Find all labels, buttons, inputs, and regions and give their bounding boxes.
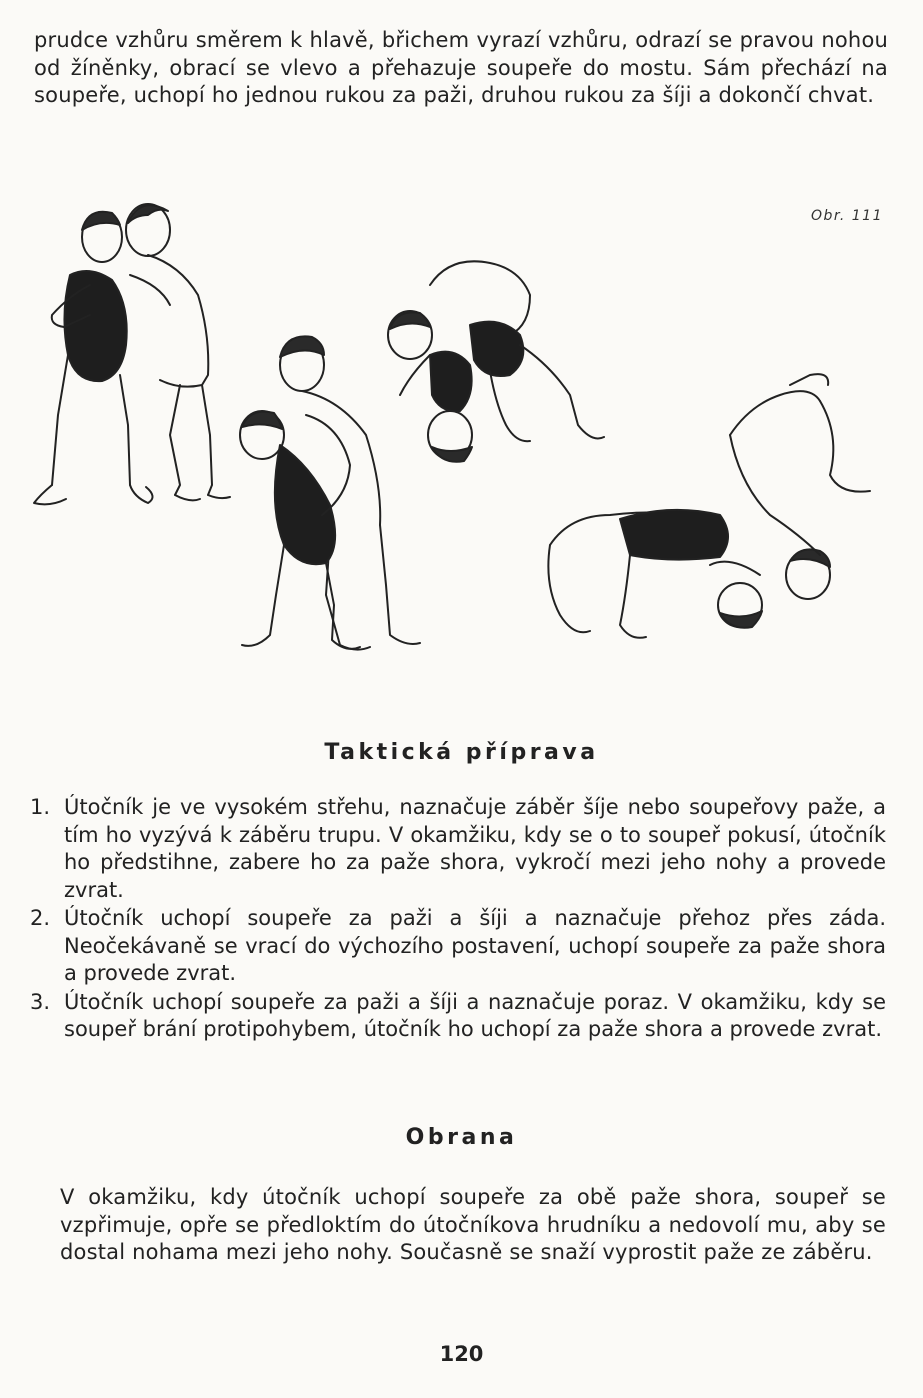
intro-paragraph: prudce vzhůru směrem k hlavě, břichem vyrazí vzhůru, odrazí se pravou nohou od žíněnky, obrací se vlevo a přehazuje soupeře do mostu. Sám přechází na soupeře, uchopí ho jednou rukou za paži, druhou rukou za šíji a dokončí chvat.	[34, 28, 888, 107]
defense-heading: Obrana	[405, 1125, 518, 1150]
list-item	[30, 794, 886, 904]
list-item-number: 1.	[30, 795, 51, 819]
list-item	[30, 905, 886, 988]
list-item-text: Útočník je ve vysokém střehu, naznačuje záběr šíje nebo soupeřovy paže, a tím ho vyzývá k záběru trupu. V okamžiku, kdy se o to soupeř pokusí, útočník ho předstihne, zabere ho za paže shora, vykročí mezi jeho nohy a provede zvrat.	[64, 795, 886, 902]
list-item-number: 3.	[30, 989, 51, 1014]
wrestlers-clinch-figure	[34, 204, 230, 504]
wrestling-illustration	[30, 185, 890, 685]
page-number: 120	[439, 1342, 484, 1366]
wrestlers-grip-figure	[240, 336, 420, 649]
defense-paragraph: V okamžiku, kdy útočník uchopí soupeře za obě paže shora, soupeř se vzpřimuje, opře se předloktím do útočníkova hrudníku a nedovolí mu, aby se dostal nohama mezi jeho nohy. Současně se snaží vyprostit paže ze záběru.	[60, 1185, 886, 1264]
list-item-text: Útočník uchopí soupeře za paži a šíji a naznačuje přehoz přes záda. Neočekávaně se vrací do výchozího postavení, uchopí soupeře za paže shora a provede zvrat.	[64, 906, 886, 985]
tactical-list	[30, 794, 886, 1045]
list-item-text: Útočník uchopí soupeře za paži a šíji a naznačuje poraz. V okamžiku, kdy se soupeř brání protipohybem, útočník ho uchopí za paže shora a provede zvrat.	[64, 989, 886, 1041]
tactical-heading: Taktická příprava	[324, 740, 599, 765]
list-item	[30, 989, 886, 1044]
wrestlers-throw-figure	[388, 261, 604, 461]
wrestlers-bridge-figure	[548, 374, 870, 638]
list-item-number: 2.	[30, 906, 51, 930]
figure-caption: Obr. 111	[811, 208, 883, 224]
